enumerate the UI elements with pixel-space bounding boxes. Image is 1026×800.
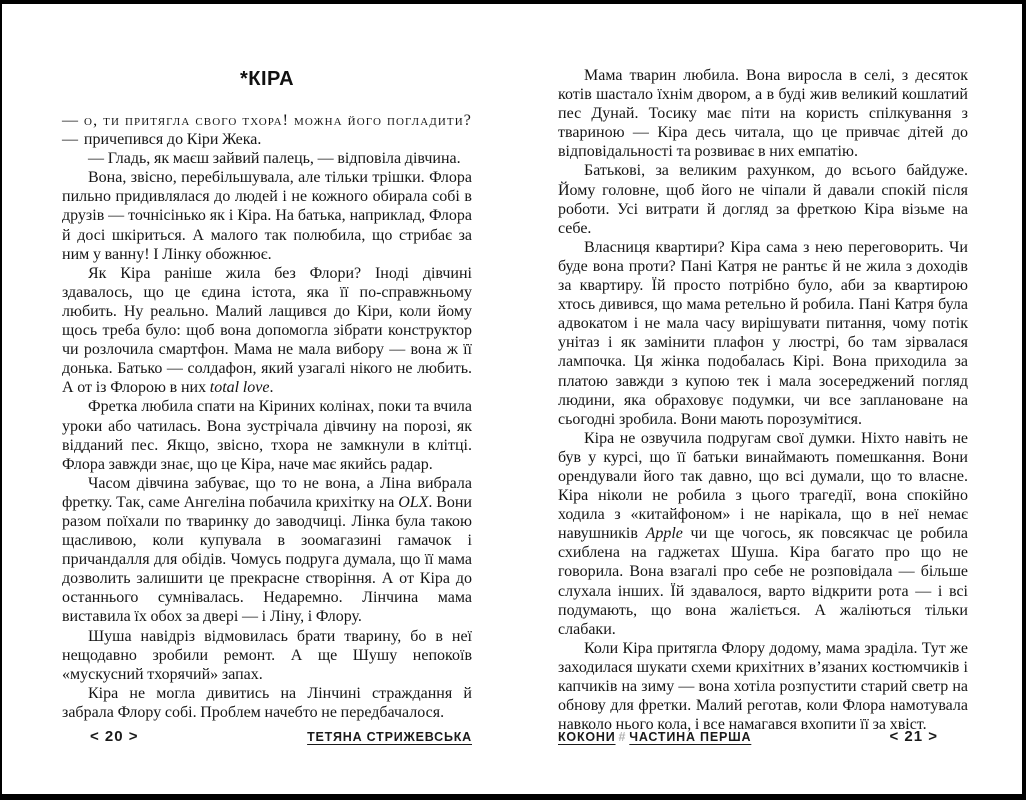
page-number-right: < 21 > (889, 728, 938, 745)
paragraph (558, 238, 968, 429)
text-segment: . (269, 379, 274, 397)
running-author-label: ТЕТЯНА СТРИЖЕВСЬКА (307, 730, 472, 744)
text-segment: Вона, звісно, перебільшувала, але тільки трішки. Флора пильно придивлялася до людей і не кожного обирала собі в друзів — точнісінько як і Кіра. На батька, наприклад, Флора й досі шкіриться. А малого так полюбила, що стрибає за ним у ванну! І Лінку обожнює. (62, 169, 472, 263)
right-page (558, 66, 968, 734)
paragraph (62, 474, 472, 627)
text-segment: Часом дівчина забуває, що то не вона, а Ліна вибрала фретку. Так, саме Ангеліна побачила крихітку на (62, 474, 472, 511)
right-page-body (558, 66, 968, 734)
left-page (62, 66, 472, 722)
text-segment: Фретка любила спати на Кіриних колінах, поки та вчила уроки або чатилась. Вона зустрічала дівчину на порозі, як відданий пес. Якщо, звісно, тхора не замкнули в клітці. Флора завжди знає, що це Кіра, наче має якийсь радар. (62, 398, 472, 473)
paragraph (558, 639, 968, 734)
page-number-left: < 20 > (90, 728, 139, 745)
right-page-footer (558, 728, 968, 745)
paragraph (62, 627, 472, 684)
text-segment: чи ще чогось, як повсякчас це робила схиблена на гаджетах Шуша. Кіра багато про що не говорила. Вона взагалі про себе не розповідала — більше слухала інших. Їй здавалося, варто відкрити рота — і всі подумають, що вона жаліється. А жаліються тільки слабаки. (558, 525, 968, 638)
paragraph (62, 264, 472, 398)
text-segment: Мама тварин любила. Вона виросла в селі, з десяток котів шастало їхнім двором, а в буді жив великий кошлатий пес Дунай. Тосику має піти на користь спілкування з твариною — Кіра десь читала, що це привчає дітей до відповідальності та розвиває в них емпатію. (558, 67, 968, 161)
text-segment: Apple (645, 525, 683, 543)
text-segment: OLX (398, 493, 429, 511)
paragraph (62, 684, 472, 722)
text-segment: Батькові, за великим рахунком, до всього байдуже. Йому головне, щоб його не чіпали й давали спокій після роботи. Усі витрати й догляд за фреткою Кіра візьме на себе. (558, 162, 968, 237)
running-part-title: ЧАСТИНА ПЕРША (629, 730, 752, 744)
paragraph (62, 149, 472, 168)
text-segment: total love (209, 379, 270, 397)
text-segment: Кіра не могла дивитись на Лінчині страждання й забрала Флору собі. Проблем начебто не передбачалося. (62, 684, 472, 721)
hash-separator-icon: # (618, 730, 627, 744)
paragraph (558, 161, 968, 237)
paragraph (62, 168, 472, 263)
paragraph (62, 111, 472, 149)
paragraph (558, 66, 968, 161)
left-page-body (62, 111, 472, 722)
text-segment: Шуша навідріз відмовилась брати тварину, бо в неї нещодавно зробили ремонт. А ще Шушу непокоїв «мускусний тхорячий» запах. (62, 627, 472, 683)
text-segment: — Гладь, як маєш зайвий палець, — відповіла дівчина. (88, 150, 461, 168)
text-segment: — о, ти притягла свого тхора! можна його погладити? — (62, 112, 472, 149)
running-author (307, 730, 472, 744)
text-segment: Власниця квартири? Кіра сама з нею переговорить. Чи буде вона проти? Пані Катря не рантьє й не жила з доходів за квартиру. Їй просто потрібно було, аби за квартирою хтось дивився, що мама ретельно й робила. Пані Катря була адвокатом і не мала часу вирішувати питання, чому потік унітаз і як замінити плафон у люстрі, бо там зірвалася лампочка. Ця жінка подобалась Кірі. Вона приходила за платою завжди з купою тек і мала зосереджений погляд людини, яка обраховує подумки, чи все заплановане на сьогодні зробила. Вони мають порозумітися. (558, 238, 968, 428)
text-segment: Кіра не озвучила подругам свої думки. Ніхто навіть не був у курсі, що її батьки винаймають помешкання. Вони орендували його так давно, що всі думали, що то власне. Кіра ніколи не робила з цього трагедії, вона спокійно ходила з «китайфоном» і не нарікала, що в неї немає навушників (558, 429, 968, 543)
text-segment: . Вони разом поїхали по тваринку до заводчиці. Лінка була такою щасливою, коли купувала в зоомагазині гамачок і причандалля для обідів. Чомусь подруга думала, що її мама дозволить залишити це прекрасне створіння. А от Кіра до останнього сумнівалась. Недаремно. Лінчина мама виставила їх обох за двері — і Ліну, і Флору. (62, 493, 472, 626)
paragraph (558, 429, 968, 639)
running-book-part (558, 730, 751, 744)
running-book-title: КОКОНИ (558, 730, 616, 744)
text-segment: Як Кіра раніше жила без Флори? Іноді дівчині здавалось, що це єдина істота, яка її по-справжньому любить. Ну реально. Малий лащився до Кіри, коли йому щось треба було: щоб вона допомогла зібрати конструктор чи розлочила смартфон. Мама не мала вибору — вона ж її донька. Батько — солдафон, який узагалі нікого не любить. А от із Флорою в них (62, 264, 472, 397)
left-page-footer (62, 728, 472, 745)
paragraph (62, 397, 472, 473)
text-segment: Коли Кіра притягла Флору додому, мама зраділа. Тут же заходилася шукати схеми крихітних в’язаних костюмчиків і капчиків на зиму — вона хотіла розпустити старий светр на обнову для фретки. Малий реготав, коли Флора намотувала навколо нього кола, і все намагався вхопити її за хвіст. (558, 639, 968, 734)
text-segment: причепився до Кіри Жека. (83, 131, 262, 149)
chapter-title: *КІРА (239, 68, 295, 90)
